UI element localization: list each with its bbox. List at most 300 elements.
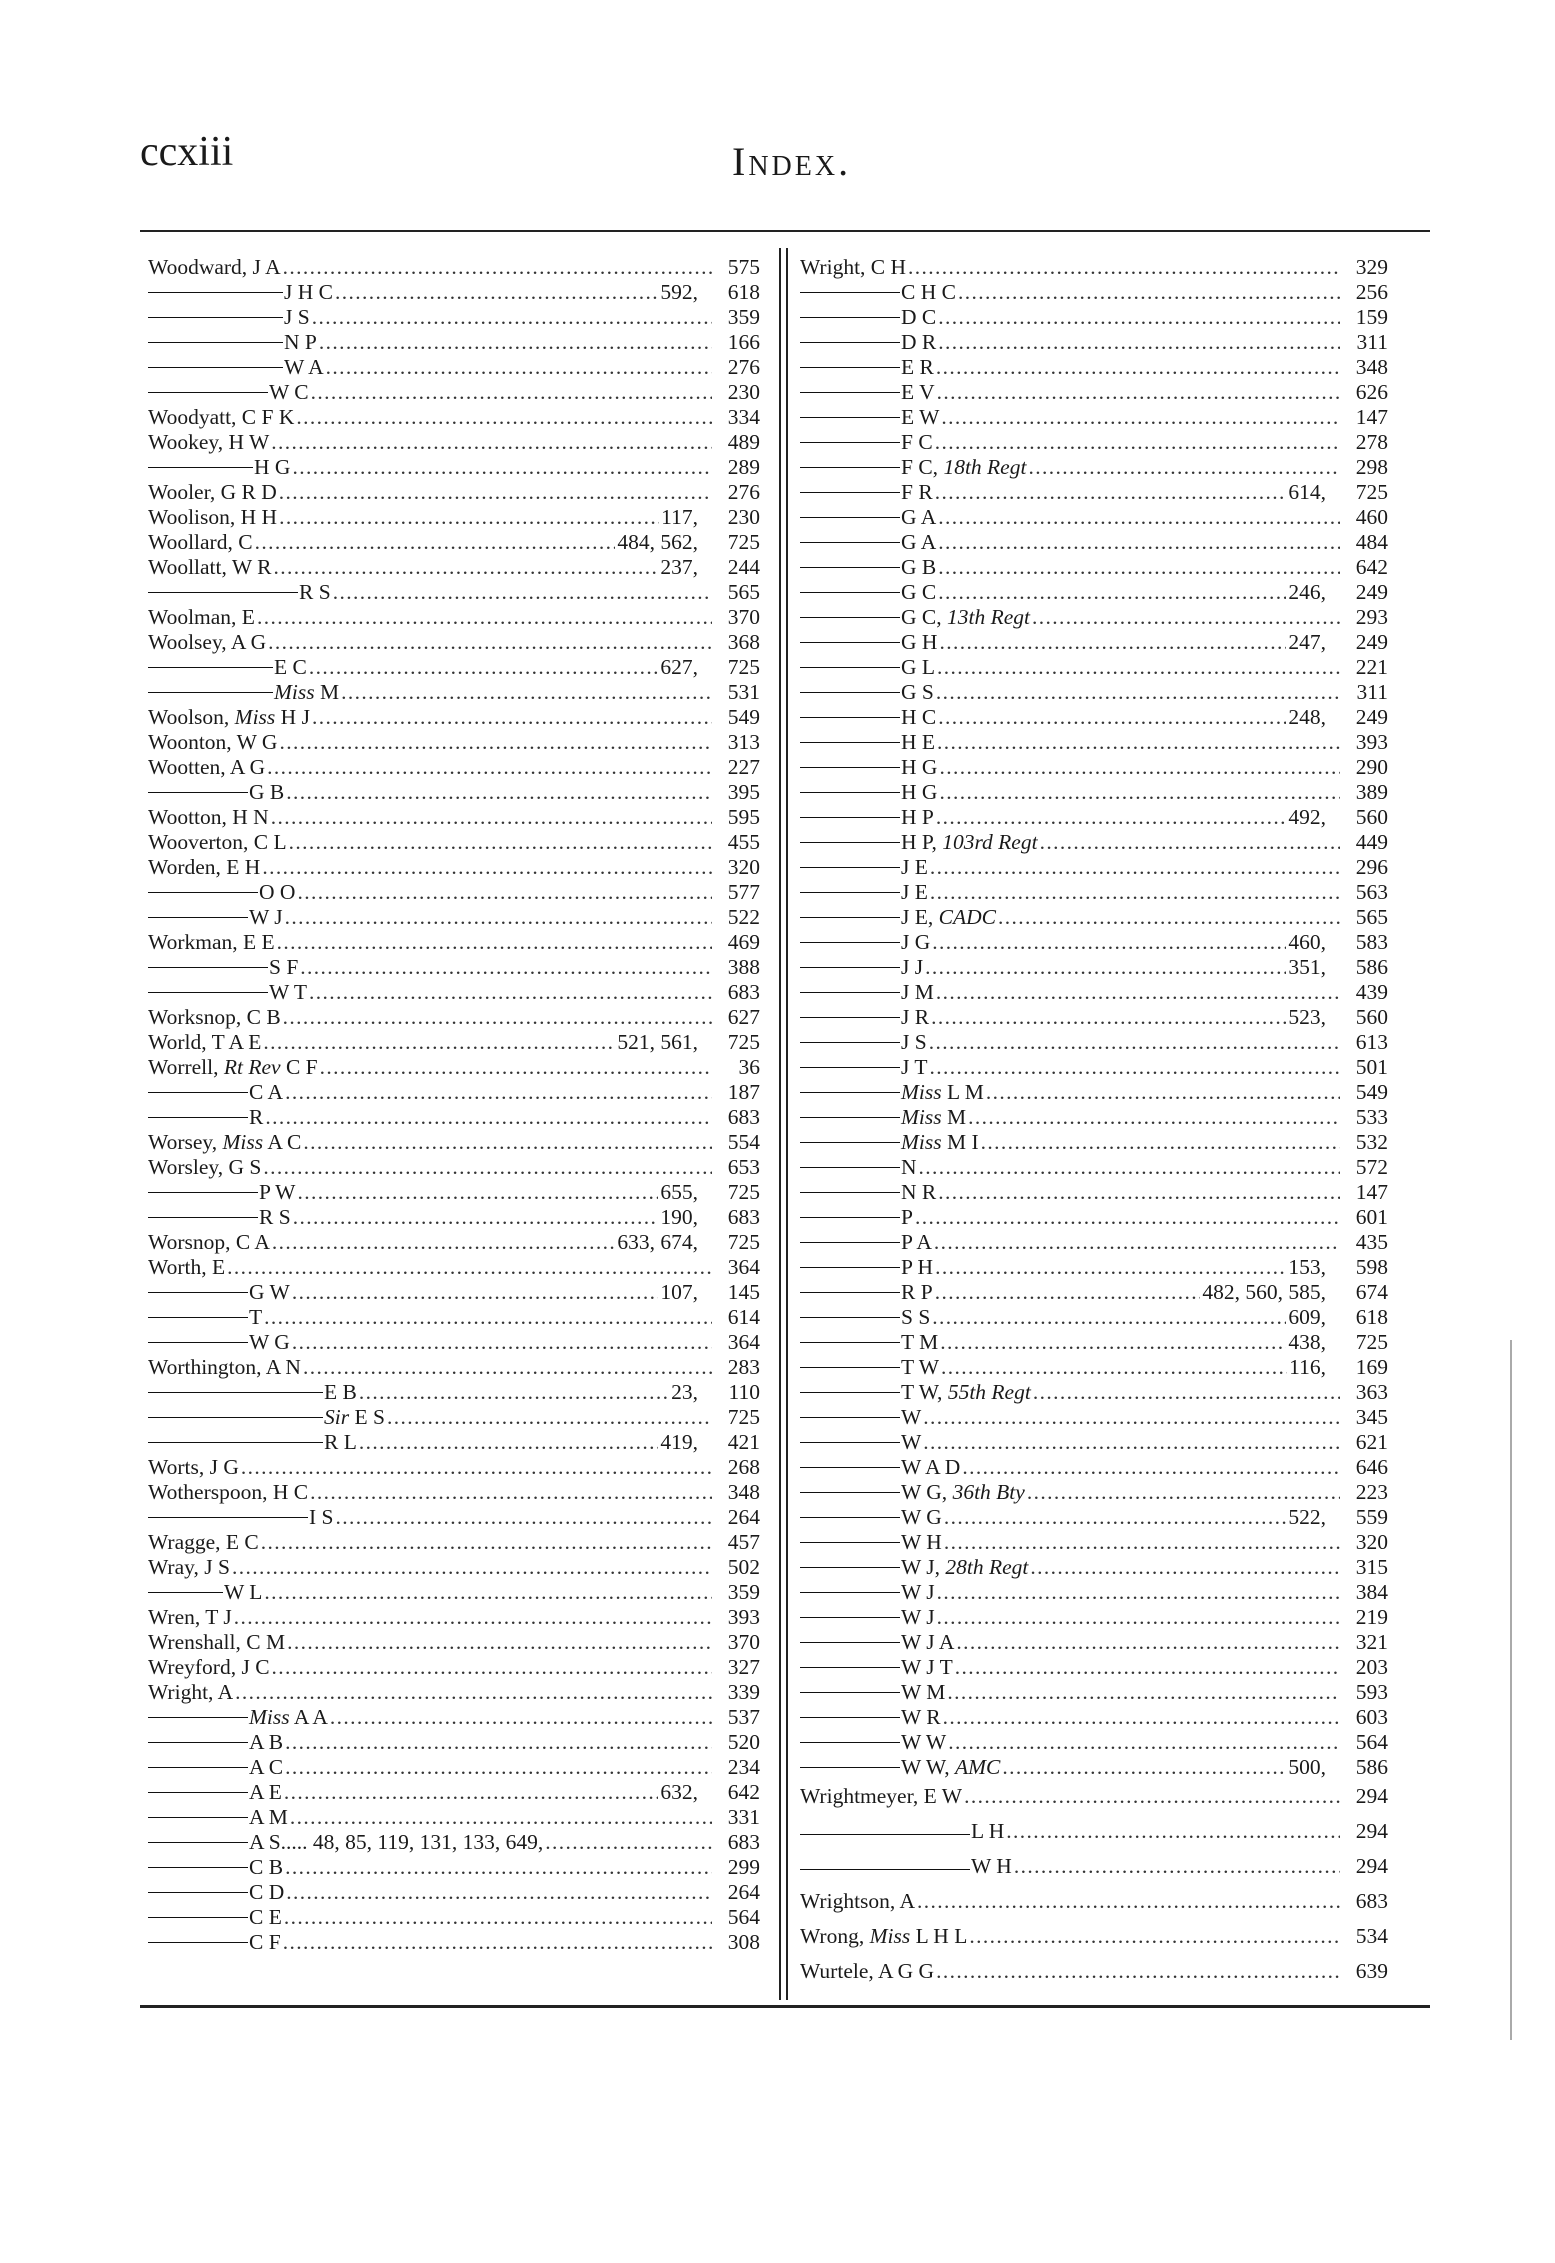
ditto-dash [148, 1717, 248, 1718]
entry-page: 674 [1355, 1280, 1388, 1304]
dot-leader [969, 1924, 1340, 1949]
ditto-dash [800, 1567, 900, 1568]
index-entry [800, 930, 1388, 955]
dot-leader [297, 1180, 658, 1205]
ditto-dash [148, 667, 273, 668]
dot-leader [255, 530, 616, 555]
entry-name: H G [901, 780, 938, 804]
entry-page: 502 [727, 1555, 760, 1579]
dot-leader [309, 980, 712, 1005]
entry-page: 320 [727, 855, 760, 879]
dot-leader [263, 1030, 615, 1055]
index-entry [800, 1480, 1388, 1505]
dot-leader [939, 780, 1340, 805]
entry-page: 435 [1355, 1230, 1388, 1254]
index-entry [148, 405, 760, 430]
dot-leader [931, 1005, 1286, 1030]
ditto-dash [800, 1767, 900, 1768]
dot-leader [359, 1380, 669, 1405]
entry-name: P [901, 1205, 913, 1229]
entry-name: G C, 13th Regt [901, 605, 1030, 629]
index-entry [800, 1280, 1388, 1305]
dot-leader [264, 1580, 712, 1605]
entry-name: W J A [901, 1630, 955, 1654]
entry-additional-pages: 460, [1288, 930, 1326, 954]
index-entry [148, 1230, 760, 1255]
index-entry [148, 805, 760, 830]
index-entry [148, 555, 760, 580]
index-entry [800, 1580, 1388, 1605]
dot-leader [981, 1130, 1340, 1155]
index-entry [800, 580, 1388, 605]
index-entry [800, 1455, 1388, 1480]
dot-leader [1014, 1854, 1340, 1879]
entry-name: E C [274, 655, 307, 679]
entry-additional-pages: 633, 674, [617, 1230, 698, 1254]
ditto-dash [800, 867, 900, 868]
index-entry [800, 1505, 1388, 1530]
dot-leader [290, 1805, 712, 1830]
ditto-dash [800, 1242, 900, 1243]
entry-page: 559 [1355, 1505, 1388, 1529]
index-entry [800, 1030, 1388, 1055]
index-entry [148, 1005, 760, 1030]
index-entry [148, 1755, 760, 1780]
dot-leader [286, 1880, 712, 1905]
entry-name: J E [901, 880, 928, 904]
index-entry [800, 780, 1388, 805]
index-entry [148, 505, 760, 530]
entry-name: W R [901, 1705, 941, 1729]
entry-name: A S..... 48, 85, 119, 131, 133, 649, [249, 1830, 544, 1854]
entry-page: 147 [1355, 405, 1388, 429]
entry-page: 639 [1355, 1959, 1388, 1983]
index-entry [800, 1355, 1388, 1380]
entry-name: J M [901, 980, 934, 1004]
dot-leader [937, 655, 1340, 680]
dot-leader [937, 1580, 1340, 1605]
ditto-dash [800, 817, 900, 818]
entry-name: Woollatt, W R [148, 555, 272, 579]
index-entry [800, 1380, 1388, 1405]
entry-name: W C [269, 380, 309, 404]
entry-page: 268 [727, 1455, 760, 1479]
index-entry [148, 1905, 760, 1930]
entry-page: 564 [727, 1905, 760, 1929]
entry-page: 311 [1356, 680, 1388, 704]
entry-name: H C [901, 705, 937, 729]
entry-name: W J [901, 1605, 935, 1629]
entry-name: E W [901, 405, 940, 429]
ditto-dash [800, 442, 900, 443]
dot-leader [289, 830, 712, 855]
entry-name: F C [901, 430, 933, 454]
index-entry [800, 730, 1388, 755]
bottom-rule [140, 2005, 1430, 2008]
dot-leader [937, 1605, 1340, 1630]
ditto-dash [800, 1692, 900, 1693]
entry-name: J T [901, 1055, 928, 1079]
ditto-dash [148, 1792, 248, 1793]
dot-leader [300, 955, 712, 980]
ditto-dash [148, 992, 268, 993]
entry-name: W T [269, 980, 308, 1004]
entry-page: 331 [727, 1805, 760, 1829]
entry-name: Wragge, E C [148, 1530, 259, 1554]
entry-page: 294 [1355, 1819, 1388, 1843]
entry-page: 348 [1355, 355, 1388, 379]
entry-name: Woodward, J A [148, 255, 281, 279]
index-entry [800, 1180, 1388, 1205]
entry-additional-pages: 190, [660, 1205, 698, 1229]
ditto-dash [800, 692, 900, 693]
entry-name: H P, 103rd Regt [901, 830, 1038, 854]
page-title: Index. [732, 139, 852, 184]
index-entry [800, 605, 1388, 630]
entry-name: W [901, 1430, 922, 1454]
index-entry [148, 755, 760, 780]
dot-leader [915, 1205, 1340, 1230]
entry-name: E B [324, 1380, 357, 1404]
entry-name: Wotherspoon, H C [148, 1480, 309, 1504]
ditto-dash [800, 517, 900, 518]
index-entry [148, 830, 760, 855]
index-entry [148, 330, 760, 355]
ditto-dash [148, 392, 268, 393]
dot-leader [279, 505, 659, 530]
entry-name: C B [249, 1855, 284, 1879]
entry-page: 421 [727, 1430, 760, 1454]
entry-page: 145 [727, 1280, 760, 1304]
entry-page: 389 [1355, 780, 1388, 804]
entry-page: 533 [1355, 1105, 1388, 1129]
entry-name: W G, 36th Bty [901, 1480, 1025, 1504]
index-entry [148, 1655, 760, 1680]
entry-name: E R [901, 355, 934, 379]
entry-additional-pages: 521, 561, [617, 1030, 698, 1054]
index-entry [148, 1805, 760, 1830]
entry-page: 264 [727, 1505, 760, 1529]
entry-page: 725 [727, 1180, 760, 1204]
entry-name: A B [249, 1730, 284, 1754]
dot-leader [341, 680, 712, 705]
left-index-column [148, 255, 760, 1955]
entry-name: Wootton, H N [148, 805, 269, 829]
ditto-dash [800, 1317, 900, 1318]
entry-page: 501 [1355, 1055, 1388, 1079]
entry-name: Worrell, Rt Rev C F [148, 1055, 318, 1079]
index-entry [800, 1405, 1388, 1430]
index-entry [800, 405, 1388, 430]
ditto-dash [148, 1392, 323, 1393]
entry-name: W W, AMC [901, 1755, 1001, 1779]
index-entry [800, 1920, 1388, 1955]
dot-leader [287, 1630, 712, 1655]
entry-name: W M [901, 1680, 946, 1704]
dot-leader [285, 1730, 712, 1755]
index-entry [800, 1885, 1388, 1920]
index-entry [148, 605, 760, 630]
ditto-dash [800, 1117, 900, 1118]
index-entry [800, 330, 1388, 355]
entry-name: P W [259, 1180, 296, 1204]
entry-page: 249 [1355, 630, 1388, 654]
entry-page: 725 [1355, 1330, 1388, 1354]
entry-name: Worsley, G S [148, 1155, 262, 1179]
dot-leader [938, 530, 1340, 555]
ditto-dash [148, 1417, 323, 1418]
entry-page: 36 [738, 1055, 760, 1079]
entry-name: G S [901, 680, 934, 704]
entry-name: Worth, E [148, 1255, 226, 1279]
entry-page: 537 [727, 1705, 760, 1729]
entry-page: 642 [1355, 555, 1388, 579]
index-entry [800, 505, 1388, 530]
index-entry [800, 655, 1388, 680]
entry-name: Wren, T J [148, 1605, 232, 1629]
dot-leader [310, 1480, 712, 1505]
margin-scan-mark [1510, 1340, 1512, 2040]
entry-name: H P [901, 805, 934, 829]
entry-name: O O [259, 880, 296, 904]
dot-leader [274, 555, 659, 580]
index-entry [148, 780, 760, 805]
dot-leader [303, 1355, 712, 1380]
entry-name: A M [249, 1805, 288, 1829]
entry-name: W A [284, 355, 324, 379]
ditto-dash [800, 1417, 900, 1418]
entry-page: 565 [727, 580, 760, 604]
entry-name: W G [901, 1505, 942, 1529]
entry-page: 348 [727, 1480, 760, 1504]
entry-additional-pages: 492, [1288, 805, 1326, 829]
ditto-dash [148, 1317, 248, 1318]
entry-additional-pages: 627, [660, 655, 698, 679]
entry-page: 327 [727, 1655, 760, 1679]
entry-page: 613 [1355, 1030, 1388, 1054]
ditto-dash [148, 292, 283, 293]
dot-leader [938, 705, 1286, 730]
dot-leader [940, 1330, 1286, 1355]
entry-name: Wright, C H [800, 255, 907, 279]
entry-page: 227 [727, 755, 760, 779]
dot-leader [268, 630, 712, 655]
index-entry [148, 480, 760, 505]
index-entry [800, 480, 1388, 505]
dot-leader [271, 430, 712, 455]
entry-page: 554 [727, 1130, 760, 1154]
index-entry [800, 1305, 1388, 1330]
dot-leader [263, 1155, 712, 1180]
entry-page: 256 [1355, 280, 1388, 304]
dot-leader [1032, 605, 1340, 630]
dot-leader [935, 430, 1340, 455]
ditto-dash [148, 1767, 248, 1768]
entry-name: Workman, E E [148, 930, 275, 954]
dot-leader [312, 305, 712, 330]
entry-name: Wrightmeyer, E W [800, 1784, 963, 1808]
entry-name: J E [901, 855, 928, 879]
index-entry [148, 1280, 760, 1305]
entry-page: 159 [1355, 305, 1388, 329]
dot-leader [956, 1630, 1340, 1655]
entry-page: 560 [1355, 805, 1388, 829]
index-entry [148, 1780, 760, 1805]
index-entry [800, 1130, 1388, 1155]
dot-leader [932, 1305, 1286, 1330]
entry-page: 725 [727, 1405, 760, 1429]
ditto-dash [800, 892, 900, 893]
entry-additional-pages: 592, [660, 280, 698, 304]
entry-name: Miss M [274, 680, 340, 704]
entry-name: J S [284, 305, 310, 329]
index-entry [148, 1205, 760, 1230]
entry-page: 388 [727, 955, 760, 979]
index-entry [800, 1850, 1388, 1885]
index-entry [800, 1730, 1388, 1755]
ditto-dash [800, 767, 900, 768]
entry-additional-pages: 153, [1288, 1255, 1326, 1279]
dot-leader [923, 1430, 1340, 1455]
entry-name: G L [901, 655, 936, 679]
ditto-dash [148, 1342, 248, 1343]
entry-additional-pages: 484, 562, [617, 530, 698, 554]
dot-leader [930, 855, 1340, 880]
ditto-dash [800, 317, 900, 318]
ditto-dash [148, 1592, 223, 1593]
entry-name: D C [901, 305, 937, 329]
entry-additional-pages: 523, [1288, 1005, 1326, 1029]
entry-page: 583 [1355, 930, 1388, 954]
entry-page: 565 [1355, 905, 1388, 929]
index-entry [800, 255, 1388, 280]
dot-leader [235, 1680, 712, 1705]
dot-leader [932, 930, 1286, 955]
ditto-dash [800, 392, 900, 393]
index-entry [148, 355, 760, 380]
dot-leader [284, 1905, 712, 1930]
dot-leader [279, 480, 712, 505]
dot-leader [944, 1505, 1287, 1530]
dot-leader [309, 655, 659, 680]
ditto-dash [800, 292, 900, 293]
entry-page: 439 [1355, 980, 1388, 1004]
ditto-dash [800, 1442, 900, 1443]
dot-leader [311, 380, 712, 405]
dot-leader [1027, 1480, 1340, 1505]
index-entry [148, 1080, 760, 1105]
index-entry [800, 1655, 1388, 1680]
dot-leader [257, 605, 712, 630]
column-divider-left [779, 248, 781, 2000]
entry-additional-pages: 116, [1289, 1355, 1326, 1379]
index-entry [800, 1105, 1388, 1130]
ditto-dash [148, 1892, 248, 1893]
index-entry [148, 1730, 760, 1755]
dot-leader [284, 1780, 659, 1805]
entry-name: Wurtele, A G G [800, 1959, 935, 1983]
ditto-dash [800, 492, 900, 493]
ditto-dash [800, 1217, 900, 1218]
entry-additional-pages: 438, [1288, 1330, 1326, 1354]
entry-page: 683 [727, 1205, 760, 1229]
ditto-dash [800, 1492, 900, 1493]
index-entry [800, 830, 1388, 855]
dot-leader [271, 805, 712, 830]
index-entry [148, 1255, 760, 1280]
entry-page: 601 [1355, 1205, 1388, 1229]
index-entry [800, 880, 1388, 905]
index-entry [148, 580, 760, 605]
ditto-dash [800, 617, 900, 618]
dot-leader [998, 905, 1340, 930]
entry-page: 293 [1355, 605, 1388, 629]
entry-page: 364 [727, 1330, 760, 1354]
index-entry [800, 705, 1388, 730]
entry-page: 298 [1355, 455, 1388, 479]
index-entry [800, 1955, 1388, 1990]
entry-page: 572 [1355, 1155, 1388, 1179]
entry-name: T W, 55th Regt [901, 1380, 1031, 1404]
entry-name: J J [901, 955, 924, 979]
index-entry [800, 380, 1388, 405]
entry-name: G B [249, 780, 285, 804]
ditto-dash [148, 792, 248, 793]
entry-name: Woodyatt, C F K [148, 405, 295, 429]
dot-leader [277, 930, 712, 955]
entry-page: 321 [1355, 1630, 1388, 1654]
index-entry [148, 955, 760, 980]
index-entry [148, 255, 760, 280]
entry-name: Woolsey, A G [148, 630, 267, 654]
entry-name: H G [254, 455, 291, 479]
dot-leader [1040, 830, 1340, 855]
index-entry [148, 305, 760, 330]
dot-leader [935, 1280, 1201, 1305]
entry-name: R P [901, 1280, 933, 1304]
ditto-dash [800, 1142, 900, 1143]
dot-leader [908, 255, 1340, 280]
index-entry [148, 1530, 760, 1555]
dot-leader [919, 1155, 1340, 1180]
entry-page: 296 [1355, 855, 1388, 879]
dot-leader [929, 1030, 1340, 1055]
ditto-dash [800, 417, 900, 418]
ditto-dash [800, 467, 900, 468]
entry-page: 683 [727, 980, 760, 1004]
ditto-dash [800, 1717, 900, 1718]
entry-name: Worsnop, C A [148, 1230, 270, 1254]
ditto-dash [800, 1017, 900, 1018]
dot-leader [234, 1605, 712, 1630]
entry-name: Worthington, A N [148, 1355, 301, 1379]
ditto-dash [800, 1067, 900, 1068]
dot-leader [941, 405, 1340, 430]
index-entry [148, 1305, 760, 1330]
index-entry [148, 1155, 760, 1180]
entry-page: 339 [727, 1680, 760, 1704]
entry-name: F C, 18th Regt [901, 455, 1027, 479]
index-entry [148, 1605, 760, 1630]
entry-additional-pages: 522, [1288, 1505, 1326, 1529]
dot-leader [938, 580, 1286, 605]
index-entry [800, 305, 1388, 330]
index-entry [148, 1105, 760, 1130]
dot-leader [320, 1055, 712, 1080]
ditto-dash [800, 1667, 900, 1668]
dot-leader [387, 1405, 712, 1430]
entry-name: G W [249, 1280, 290, 1304]
